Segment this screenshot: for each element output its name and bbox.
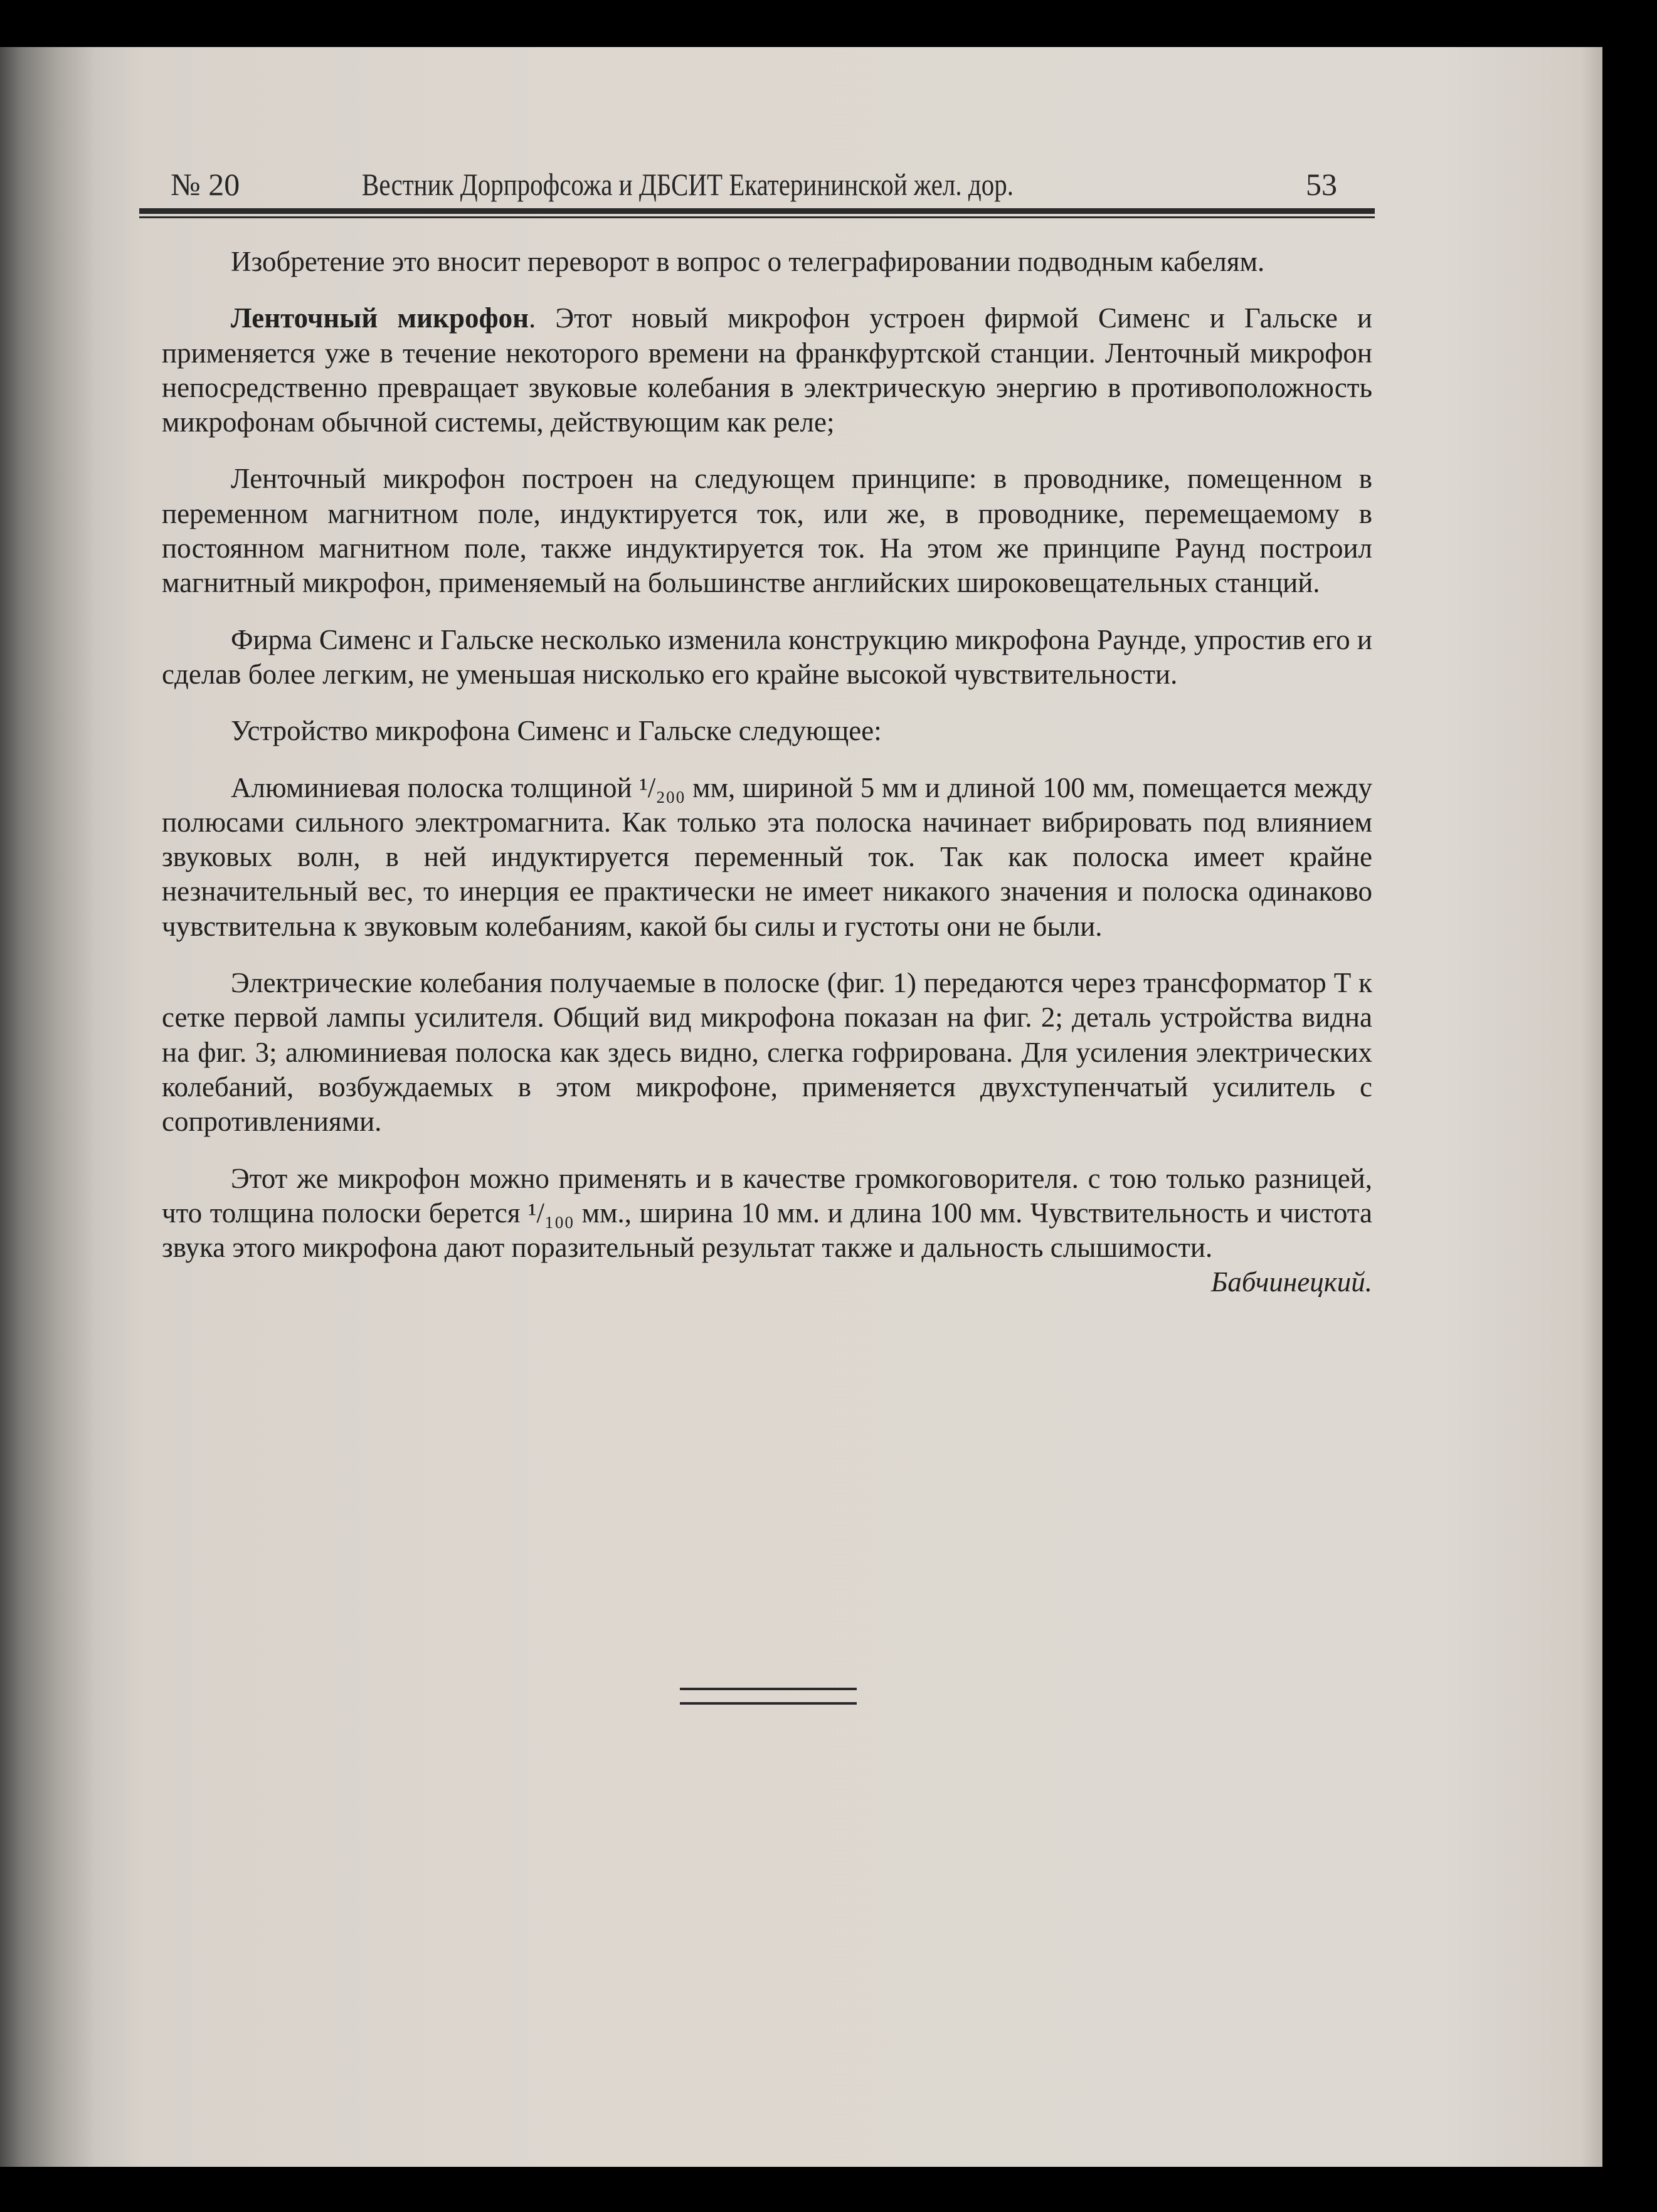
paragraph-3: Ленточный микрофон построен на следующем принципе: в проводнике, помещенном в переменном магнитном поле, индуктируется ток, или же, в проводнике, перемещаемому в постоянном магнитном поле, также индуктируется ток. На этом же принципе Раунд построил магнитный микрофон, применяемый на большинстве английских широковещательных станций. [162, 463, 1372, 599]
issue-number: № 20 [171, 167, 240, 202]
section-heading-ribbon-microphone: Ленточный микрофон [231, 302, 529, 334]
article-body [162, 245, 1372, 1300]
paragraph-8-text: Этот же микрофон можно применять и в качестве громкоговорителя. с тою только разницей, что толщина полоски берется ¹/₁₀₀ мм., ширина 10 мм. и длина 100 мм. Чувствительность и чистота звука этого микрофона дают поразительный результат также и дальность слышимости. [162, 1162, 1372, 1264]
paragraph-1: Изобретение это вносит переворот в вопрос о телеграфировании подводным кабелям. [231, 246, 1265, 277]
paragraph-6: Алюминиевая полоска толщиной ¹/₂₀₀ мм, шириной 5 мм и длиной 100 мм, помещается между полюсами сильного электромагнита. Как только эта полоска начинает вибрировать под влиянием звуковых волн, в ней индуктируется переменный ток. Так как полоска имеет крайне незначительный вес, то инерция ее практически не имеет никакого значения и полоска одинаково чувствительна к звуковым колебаниям, какой бы силы и густоты они не были. [162, 771, 1372, 942]
running-header [139, 166, 1375, 223]
book-page [0, 47, 1602, 2167]
paragraph-2-text: . Этот новый микрофон устроен фирмой Сименс и Гальске и применяется уже в течение некоторого времени на франкфуртской станции. Ленточный микрофон непосредственно превращает звуковые колебания в электрическую энергию в противоположность микрофонам обычной системы, действующим как реле; [162, 302, 1373, 438]
header-rule-thin [139, 216, 1375, 218]
header-rule-thick [139, 208, 1375, 214]
paragraph-4: Фирма Сименс и Гальске несколько изменила конструкцию микрофона Раунде, упростив его и сделав более легким, не уменьшая нисколько его крайне высокой чувствительности. [162, 623, 1372, 690]
end-rule-bottom [680, 1702, 857, 1705]
journal-title: Вестник Дорпрофсожа и ДБСИТ Екатерининской жел. дор. [362, 167, 1014, 202]
paragraph-5: Устройство микрофона Сименс и Гальске следующее: [231, 715, 882, 747]
paragraph-2 [162, 301, 1372, 440]
end-rule-top [680, 1688, 857, 1690]
paragraph-7: Электрические колебания получаемые в полоске (фиг. 1) передаются через трансформатор Т к сетке первой лампы усилителя. Общий вид микрофона показан на фиг. 2; деталь устройства видна на фиг. 3; алюминиевая полоска как здесь видно, слегка гофрирована. Для усиления электрических колебаний, возбуждаемых в этом микрофоне, применяется двухступенчатый усилитель с сопротивлениями. [162, 967, 1372, 1138]
page-number: 53 [1306, 167, 1337, 202]
paragraph-8 [162, 1162, 1372, 1298]
author-signature: Бабчинецкий. [1210, 1266, 1372, 1298]
